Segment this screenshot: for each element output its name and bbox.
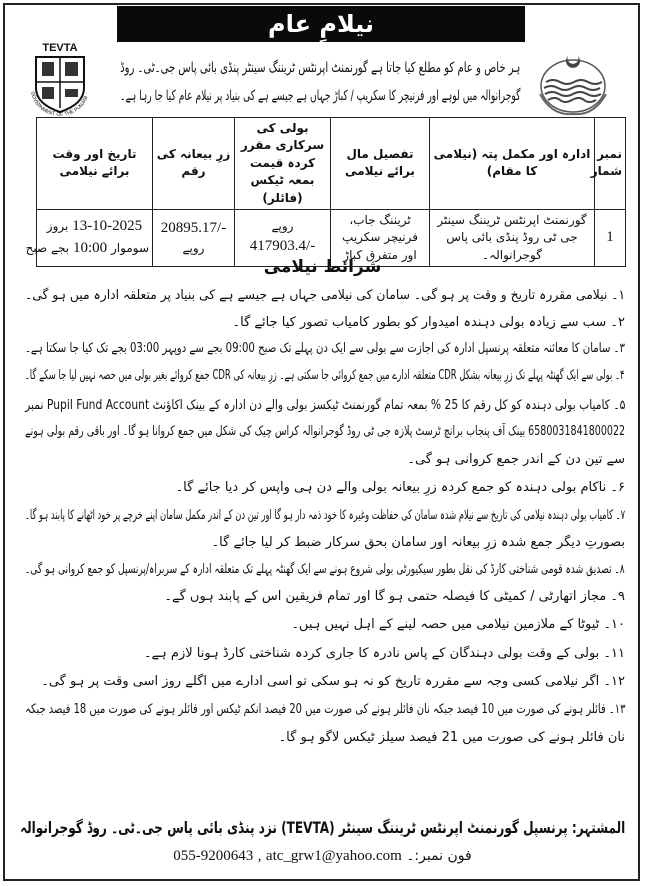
condition-line: ۱۲۔ اگر نیلامی کسی وجہ سے مقررہ تاریخ کو نہ ہو سکی تو اسی ادارے میں اگلے روز اسی وقت پر ہو گی۔ — [41, 674, 625, 689]
header-number: نمبر شمار — [595, 118, 626, 210]
condition-line: ۲۔ سب سے زیادہ بولی دہندہ امیدوار کو بطور کامیاب تصور کیا جائے گا۔ — [232, 315, 625, 330]
auction-day: سوموار — [110, 241, 149, 256]
conditions-title: شرائط نیلامی — [263, 257, 382, 277]
page-title: نیلامِ عام — [117, 6, 525, 42]
svg-text:GOVERNMENT OF THE PUNJAB: GOVERNMENT OF THE PUNJAB — [29, 90, 90, 116]
contact-separator: , — [257, 848, 262, 864]
header-details: تفصیل مال برائے نیلامی — [331, 118, 430, 210]
condition-line: نان فائلر ہونے کی صورت میں 21 فیصد سیلز ٹیکس لاگو ہو گا۔ — [278, 730, 625, 745]
cell-institute: گورنمنٹ اپرنٹس ٹریننگ سینٹر جی ٹی روڈ پنڈی بائی پاس گوجرانوالہ۔ — [430, 209, 595, 266]
price-unit: روپے — [271, 219, 294, 234]
punjab-emblem-icon — [532, 50, 614, 116]
condition-line: ۱۰۔ ٹیوٹا کے ملازمین نیلامی میں حصہ لینے کے اہل نہیں ہیں۔ — [291, 617, 625, 632]
tevta-logo-text: TEVTA — [42, 42, 78, 54]
intro-line-1: ہر خاص و عام کو مطلع کیا جاتا ہے گورنمنٹ اپرنٹس ٹریننگ سینٹر پنڈی بائی پاس جی۔ٹی۔ روڈ — [119, 60, 520, 76]
auction-date: 13-10-2025 — [72, 218, 143, 235]
advertiser-line: المشتہر: پرنسپل گورنمنٹ اپرنٹس ٹریننگ سینٹر (TEVTA) نزد پنڈی بائی پاس جی۔ٹی۔ روڈ گوجرانوالہ — [19, 818, 625, 837]
condition-line: ۱۱۔ بولی کے وقت بولی دہندگان کے پاس نادرہ کا جاری کردہ شناختی کارڈ ہونا لازم ہے۔ — [143, 646, 625, 661]
condition-line: سے تین دن کے اندر جمع کروانی ہو گی۔ — [407, 452, 625, 467]
condition-line: ۶۔ ناکام بولی دہندہ کو جمع کردہ زرِ بیعانہ بولی والے دن ہی واپس کر دیا جائے گا۔ — [175, 480, 625, 495]
condition-line: ۱۔ نیلامی مقررہ تاریخ و وقت پر ہو گی۔ سامان کی نیلامی جہاں ہے جیسے ہے کی بنیاد پر متعلقہ ادارہ میں ہو گی۔ — [24, 288, 625, 303]
condition-line: ۵۔ کامیاب بولی دہندہ کو کل رقم کا 25 % بمعہ تمام گورنمنٹ ٹیکسز بولی والے دن ادارہ کے بینک اکاؤنٹ Pupil Fund Account نمبر — [24, 398, 625, 413]
cell-number: 1 — [595, 209, 626, 266]
header-deposit: زرِ بیعانہ کی رقم — [153, 118, 235, 210]
contact-line — [0, 848, 645, 865]
deposit-value: 20895.17/- — [160, 220, 227, 237]
header-datetime: تاریخ اور وقت برائے نیلامی — [37, 118, 153, 210]
header-price: بولی کی سرکاری مقرر کردہ قیمت بمعہ ٹیکس (فائلر) — [235, 118, 331, 210]
condition-line: بصورتِ دیگر جمع شدہ زرِ بیعانہ اور سامان بحق سرکار ضبط کر لیا جائے گا۔ — [211, 535, 625, 550]
auction-table — [25, 117, 626, 267]
date-suffix: بروز — [46, 219, 69, 234]
phone-number: 055-9200643 — [173, 848, 254, 864]
cell-details: ٹریننگ جاب، فرنیچر سکریپ اور متفرق کباڑ — [331, 209, 430, 266]
deposit-unit: روپے — [182, 241, 205, 256]
condition-line: ۷۔ کامیاب بولی دہندہ نیلامی کی تاریخ سے نیلام شدہ سامان کی حفاظت وغیرہ کا خود ذمہ دار ہو گا اور تین دن کے اندر مکمل سامان اپنے خرچے پر خود اٹھانے کا پابند ہو گا۔ — [24, 508, 625, 523]
condition-line: ۴۔ بولی سے ایک گھنٹہ پہلے تک زرِ بیعانہ بشکل CDR متعلقہ ادارے میں جمع کروائی جا سکتی ہے۔ زرِ بیعانہ کی CDR جمع کروائے بغیر بولی میں حصہ نہیں لیا جا سکے گا۔ — [25, 368, 625, 383]
tevta-logo — [20, 44, 100, 116]
condition-line: ۸۔ تصدیق شدہ قومی شناختی کارڈ کی نقل بطور سیکیورٹی بولی شروع ہونے سے ایک گھنٹہ پہلے تک متعلقہ ادارہ کے سربراہ/پرنسپل کو جمع کروانی ہو گی۔ — [25, 562, 625, 577]
auction-time: 10:00 — [72, 240, 108, 257]
intro-line-2: گوجرانوالہ میں لوہے اور فرنیچر کا سکریپ / کباڑ جہاں ہے جیسے ہے کی بنیاد پر نیلام عام کیا جا رہا ہے۔ — [119, 88, 520, 104]
condition-line: 6580031841800022 بینک آف پنجاب برانچ ٹرسٹ پلازہ جی ٹی روڈ گوجرانوالہ کراس چیک کی شکل میں جمع کروانا ہو گا۔ اور باقی رقم بولی ہونے — [24, 424, 625, 439]
table-header-row — [37, 118, 626, 210]
phone-label: فون نمبر:۔ — [406, 848, 472, 864]
time-suffix: بجے صبح — [25, 241, 70, 256]
email-address[interactable]: atc_grw1@yahoo.com — [265, 848, 402, 864]
header-institute: ادارہ اور مکمل پتہ (نیلامی کا مقام) — [430, 118, 595, 210]
condition-line: ۹۔ مجاز اتھارٹی / کمیٹی کا فیصلہ حتمی ہو گا اور تمام فریقین اس کے پابند ہوں گے۔ — [164, 589, 625, 604]
condition-line: ۳۔ سامان کا معائنہ متعلقہ پرنسپل ادارہ کی اجازت سے بولی سے ایک دن پہلے تک صبح 09:00 بجے سے دوپہر 03:00 بجے تک کیا جا سکتا ہے۔ — [25, 341, 625, 356]
price-value: 417903.4/- — [249, 237, 316, 254]
condition-line: ۱۳۔ فائلر ہونے کی صورت میں 10 فیصد جبکہ نان فائلر ہونے کی صورت میں 20 فیصد انکم ٹیکس اور فائلر ہونے کی صورت میں 18 فیصد جبکہ — [24, 702, 625, 717]
